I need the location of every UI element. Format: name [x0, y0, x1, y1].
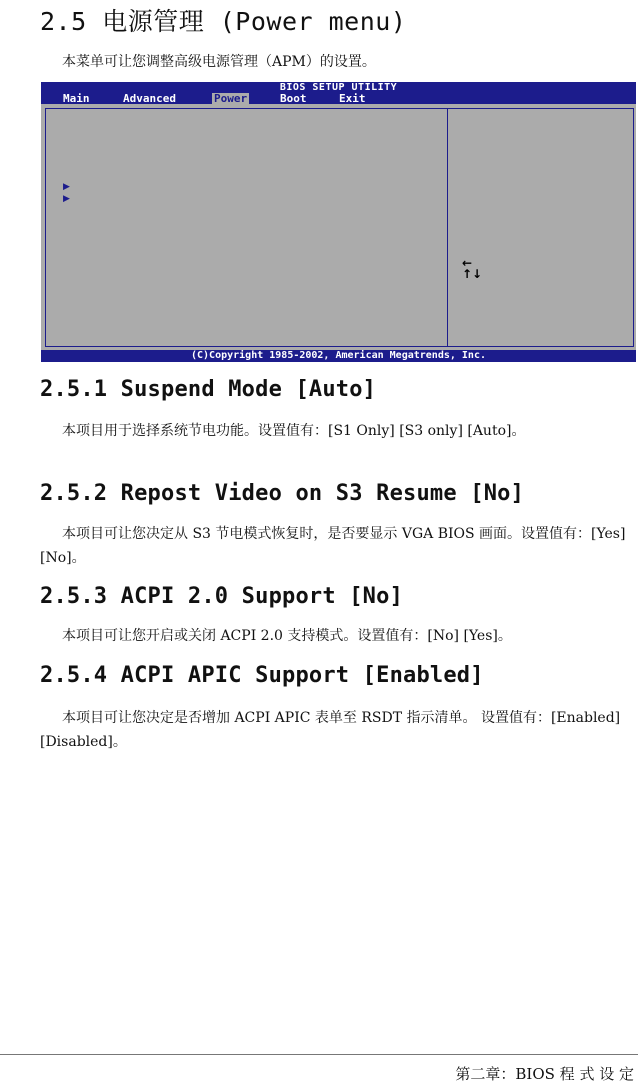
bios-utility-title: BIOS SETUP UTILITY	[279, 82, 398, 93]
item-heading: 2.5.2 Repost Video on S3 Resume [No]	[40, 481, 525, 506]
nav-keys-icon	[462, 258, 482, 280]
left-arrow-icon: ←	[462, 256, 473, 270]
page-footer: 第二章：BIOS 程 式 设 定	[455, 1065, 634, 1083]
section-intro: 本菜单可让您调整高级电源管理（APM）的设置。	[62, 54, 376, 70]
footer-divider	[0, 1054, 638, 1055]
bios-settings-panel	[45, 108, 448, 347]
bios-screenshot	[41, 82, 636, 362]
up-down-arrow-icon: ↑↓	[462, 267, 483, 281]
submenu-arrow-icon: ▶	[63, 194, 70, 204]
bios-tab-boot[interactable]: Boot	[280, 92, 307, 105]
bios-copyright: (C)Copyright 1985-2002, American Megatrends, Inc.	[41, 350, 636, 362]
bios-help-panel	[447, 108, 634, 347]
item-heading: 2.5.3 ACPI 2.0 Support [No]	[40, 584, 404, 609]
item-heading: 2.5.1 Suspend Mode [Auto]	[40, 377, 377, 402]
item-body: 本项目可让您开启或关闭 ACPI 2.0 支持模式。设置值有：[No] [Yes]。	[62, 628, 512, 644]
item-body: 本项目用于选择系统节电功能。设置值有：[S1 Only] [S3 only] [Auto]。	[62, 423, 526, 439]
section-title: 2.5 电源管理 (Power menu)	[40, 7, 407, 36]
bios-tab-exit[interactable]: Exit	[339, 92, 366, 105]
bios-top-bar	[41, 82, 636, 104]
bios-tab-main[interactable]: Main	[63, 92, 90, 105]
item-body: 本项目可让您决定是否增加 ACPI APIC 表单至 RSDT 指示清单。 设置值有：[Enabled] [Disabled]。	[40, 710, 621, 750]
submenu-arrow-icon: ▶	[63, 182, 70, 192]
bios-tab-power[interactable]: Power	[214, 92, 248, 105]
item-heading: 2.5.4 ACPI APIC Support [Enabled]	[40, 663, 484, 688]
bios-tab-advanced[interactable]: Advanced	[123, 92, 176, 105]
item-body: 本项目可让您决定从 S3 节电模式恢复时，是否要显示 VGA BIOS 画面。设置值有：[Yes] [No]。	[40, 526, 626, 566]
